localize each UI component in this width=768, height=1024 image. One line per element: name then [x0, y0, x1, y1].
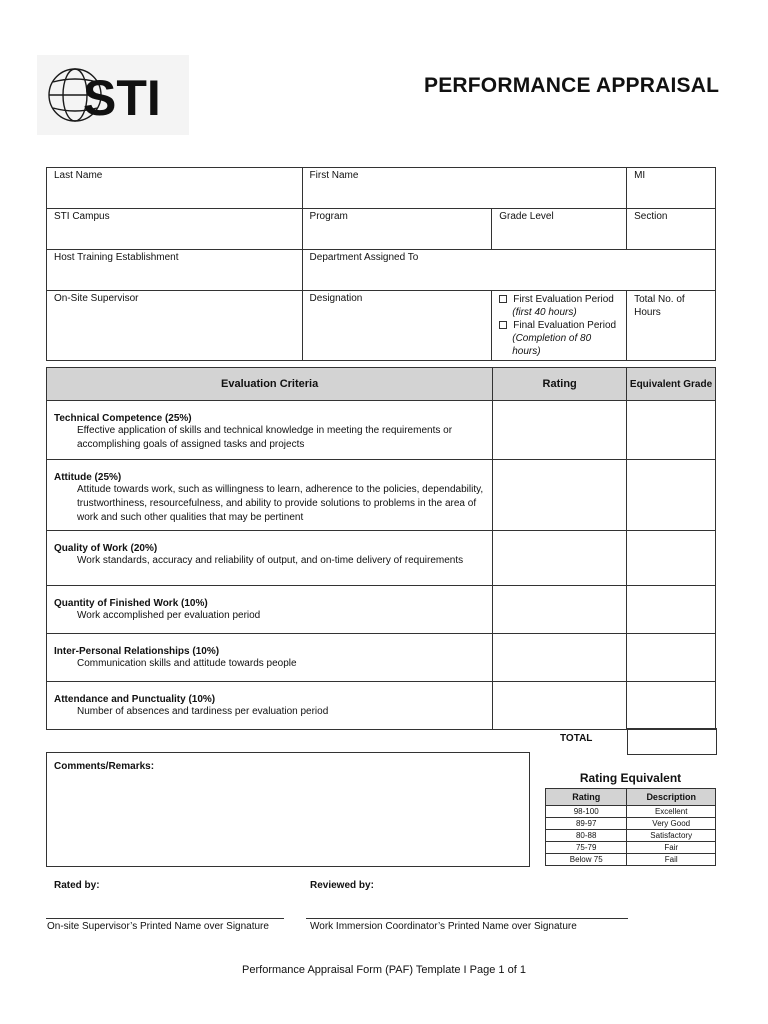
page-title: PERFORMANCE APPRAISAL: [424, 74, 720, 97]
criterion-title: Attitude (25%): [54, 472, 122, 483]
col-rating: Rating: [493, 368, 627, 401]
re-description: Fair: [627, 842, 716, 854]
rating-cell[interactable]: [493, 531, 627, 586]
total-grade-field[interactable]: [627, 728, 717, 755]
re-rating: 75-79: [546, 842, 627, 854]
final-eval-note: (Completion of 80 hours): [512, 333, 592, 357]
campus-field[interactable]: STI Campus: [47, 209, 303, 250]
criterion-title: Quantity of Finished Work (10%): [54, 598, 208, 609]
first-name-field[interactable]: First Name: [302, 168, 627, 209]
rating-cell[interactable]: [493, 682, 627, 730]
grade-cell[interactable]: [627, 682, 716, 730]
criterion-desc: Effective application of skills and technical knowledge in meeting the requirements or accomplishing goals of assigned tasks and projects: [77, 425, 453, 450]
page-footer: Performance Appraisal Form (PAF) Template I Page 1 of 1: [242, 964, 526, 976]
first-eval-option[interactable]: First Evaluation Period: [499, 293, 619, 306]
re-description: Fail: [627, 854, 716, 866]
criterion-desc: Attitude towards work, such as willingness to learn, adherence to the policies, dependability, trustworthiness, resourcefulness, and ability to provide solutions to problems in the area of work and such other qualities that may be pertinent: [77, 484, 484, 523]
re-col-rating: Rating: [546, 789, 627, 806]
rating-equivalent-table: [545, 788, 716, 866]
coordinator-signature-line[interactable]: [306, 918, 628, 919]
criterion-title: Attendance and Punctuality (10%): [54, 694, 216, 705]
table-row: [546, 818, 716, 830]
grade-cell[interactable]: [627, 531, 716, 586]
table-row: [47, 682, 716, 730]
checkbox-icon[interactable]: [499, 321, 507, 329]
rated-by-label: Rated by:: [54, 880, 100, 891]
rating-cell[interactable]: [493, 401, 627, 460]
re-col-description: Description: [627, 789, 716, 806]
criterion-desc: Number of absences and tardiness per evaluation period: [77, 706, 329, 717]
re-rating: 80-88: [546, 830, 627, 842]
total-hours-field[interactable]: Total No. of Hours: [627, 291, 716, 361]
evaluation-period-cell: [492, 291, 627, 361]
mi-field[interactable]: MI: [627, 168, 716, 209]
rating-cell[interactable]: [493, 586, 627, 634]
table-row: [47, 401, 716, 460]
program-field[interactable]: Program: [302, 209, 492, 250]
re-description: Very Good: [627, 818, 716, 830]
student-info-table: [46, 167, 716, 361]
table-row: [546, 806, 716, 818]
criterion-title: Technical Competence (25%): [54, 413, 192, 424]
criterion-desc: Work standards, accuracy and reliability of output, and on-time delivery of requirements: [77, 555, 464, 566]
coordinator-signature-caption: Work Immersion Coordinator’s Printed Name over Signature: [310, 921, 577, 932]
total-label: TOTAL: [560, 733, 593, 744]
re-description: Satisfactory: [627, 830, 716, 842]
svg-text:STI: STI: [83, 70, 161, 126]
table-row: [546, 854, 716, 866]
grade-cell[interactable]: [627, 401, 716, 460]
comments-label: Comments/Remarks:: [54, 761, 155, 772]
table-row: [47, 586, 716, 634]
last-name-field[interactable]: Last Name: [47, 168, 303, 209]
rating-cell[interactable]: [493, 634, 627, 682]
checkbox-icon[interactable]: [499, 295, 507, 303]
re-description: Excellent: [627, 806, 716, 818]
supervisor-signature-caption: On-site Supervisor’s Printed Name over Signature: [47, 921, 269, 932]
grade-cell[interactable]: [627, 460, 716, 531]
supervisor-signature-line[interactable]: [46, 918, 284, 919]
re-rating: 89-97: [546, 818, 627, 830]
criterion-title: Inter-Personal Relationships (10%): [54, 646, 220, 657]
section-field[interactable]: Section: [627, 209, 716, 250]
rating-cell[interactable]: [493, 460, 627, 531]
department-field[interactable]: Department Assigned To: [302, 250, 715, 291]
final-eval-option[interactable]: Final Evaluation Period: [499, 319, 619, 332]
table-row: [47, 460, 716, 531]
re-rating: 98-100: [546, 806, 627, 818]
grade-cell[interactable]: [627, 634, 716, 682]
supervisor-field[interactable]: On-Site Supervisor: [47, 291, 303, 361]
table-row: [47, 531, 716, 586]
reviewed-by-label: Reviewed by:: [310, 880, 374, 891]
table-row: [546, 842, 716, 854]
grade-level-field[interactable]: Grade Level: [492, 209, 627, 250]
table-row: [546, 830, 716, 842]
designation-field[interactable]: Designation: [302, 291, 492, 361]
re-rating: Below 75: [546, 854, 627, 866]
sti-logo: [37, 55, 189, 135]
criterion-desc: Communication skills and attitude towards people: [77, 658, 297, 669]
table-row: [47, 634, 716, 682]
grade-cell[interactable]: [627, 586, 716, 634]
rating-equivalent-title: Rating Equivalent: [579, 771, 682, 785]
evaluation-table: [46, 367, 716, 730]
col-equivalent-grade: Equivalent Grade: [627, 368, 716, 401]
criterion-desc: Work accomplished per evaluation period: [77, 610, 261, 621]
host-establishment-field[interactable]: Host Training Establishment: [47, 250, 303, 291]
col-evaluation-criteria: Evaluation Criteria: [47, 368, 493, 401]
criterion-title: Quality of Work (20%): [54, 543, 158, 554]
first-eval-note: (first 40 hours): [512, 307, 577, 318]
